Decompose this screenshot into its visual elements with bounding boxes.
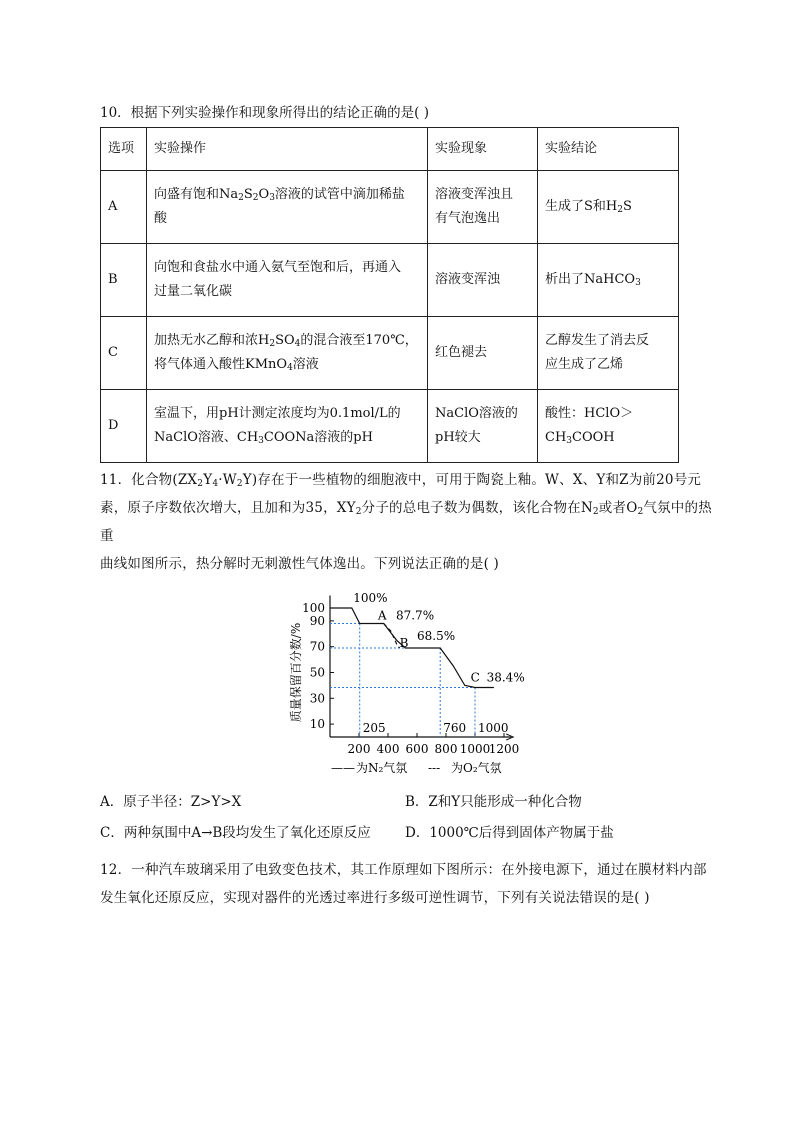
q11-option-a: A．原子半径：Z>Y>X (100, 794, 242, 810)
point-label: 38.4% (486, 670, 525, 685)
y-tick-label: 10 (309, 717, 325, 732)
q11-option-c: C．两种氛围中A→B段均发生了氧化还原反应 (100, 825, 371, 841)
guide-label: 1000 (478, 721, 509, 735)
x-tick-label: 600 (405, 742, 429, 756)
table-header: 实验结论 (538, 128, 679, 171)
observation-cell: NaClO溶液的 pH较大 (428, 390, 538, 463)
point-label: C (470, 670, 480, 685)
y-tick-label: 50 (309, 665, 325, 680)
experiment-table (100, 127, 679, 463)
q12-stem (100, 856, 720, 912)
x-tick-label: 1200 (488, 742, 520, 756)
operation-cell: 向饱和食盐水中通入氨气至饱和后，再通入 过量二氧化碳 (147, 244, 428, 317)
q11-line: 曲线如图所示，热分解时无刺激性气体逸出。下列说法正确的是( ) (100, 556, 500, 572)
x-tick-label: 400 (376, 742, 400, 756)
y-axis-label: 质量保留百分数/% (289, 622, 303, 723)
operation-cell: 向盛有饱和$Na_2S_2O_3$溶液的试管中滴加稀盐 酸 (147, 171, 428, 244)
x-tick-label: 200 (347, 742, 371, 756)
x-tick-label: 1000 (459, 742, 491, 756)
q11-line: 11．化合物$(ZX_2Y_4\cdot W_2Y)$存在于一些植物的细胞液中，可用于陶瓷上釉。W、X、Y和Z为前20号元 (100, 472, 702, 489)
conclusion-cell: 生成了S和$H_2S$ (538, 171, 679, 244)
table-header: 实验操作 (147, 128, 428, 171)
table-row (101, 390, 679, 463)
table-row (101, 244, 679, 317)
legend-o2-text: 为O₂气氛 (451, 761, 502, 775)
option-label: B (101, 244, 147, 317)
legend-n2-text: 为N₂气氛 (356, 761, 408, 775)
q12-line: 发生氧化还原反应，实现对器件的光透过率进行多级可逆性调节，下列有关说法错误的是( ) (100, 890, 650, 906)
conclusion-cell: 乙醇发生了消去反 应生成了乙烯 (538, 317, 679, 390)
y-tick-label: 90 (309, 613, 325, 628)
q11-option-b: B．Z和Y只能形成一种化合物 (405, 794, 582, 810)
guide-label: 760 (443, 721, 467, 735)
observation-cell: 红色褪去 (428, 317, 538, 390)
table-header: 选项 (101, 128, 147, 171)
observation-cell: 溶液变浑浊 (428, 244, 538, 317)
q11-option-d: D．1000℃后得到固体产物属于盐 (405, 825, 614, 841)
q11-line: 素，原子序数依次增大，且加和为35，$XY_2$分子的总电子数为偶数，该化合物在$N_2$或者$O_2$气氛中的热重 (100, 500, 712, 544)
thermogravimetric-chart (283, 572, 553, 782)
legend-o2-mark: --- (428, 761, 441, 775)
q11-stem (100, 466, 720, 578)
table-header: 实验现象 (428, 128, 538, 171)
y-tick-label: 100 (302, 601, 325, 615)
operation-cell: 加热无水乙醇和浓$H_2SO_4$的混合液至170℃， 将气体通入酸性KMnO$_4$溶液 (147, 317, 428, 390)
table-row (101, 171, 679, 244)
y-tick-label: 70 (309, 639, 325, 654)
observation-cell: 溶液变浑浊且 有气泡逸出 (428, 171, 538, 244)
point-label: 87.7% (395, 608, 435, 623)
guide-label: 205 (362, 721, 386, 735)
point-label: 100% (353, 591, 388, 605)
legend-n2-mark: —— (331, 761, 355, 775)
x-tick-label: 800 (434, 742, 458, 756)
point-label: 68.5% (417, 628, 456, 643)
q12-line: 12．一种汽车玻璃采用了电致变色技术，其工作原理如下图所示：在外接电源下，通过在膜材料内部 (100, 862, 707, 878)
conclusion-cell: 酸性：HClO＞ $CH_3COOH$ (538, 390, 679, 463)
point-label: B (399, 635, 409, 650)
y-tick-label: 30 (309, 691, 325, 706)
q10-stem: 10．根据下列实验操作和现象所得出的结论正确的是( ) (100, 105, 430, 121)
point-label: A (377, 608, 387, 623)
operation-cell: 室温下，用pH计测定浓度均为0.1mol/L的 NaClO溶液、$CH_3COONa$溶液的pH (147, 390, 428, 463)
option-label: C (101, 317, 147, 390)
option-label: A (101, 171, 147, 244)
option-label: D (101, 390, 147, 463)
table-row (101, 317, 679, 390)
conclusion-cell: 析出了NaHCO$_3$ (538, 244, 679, 317)
